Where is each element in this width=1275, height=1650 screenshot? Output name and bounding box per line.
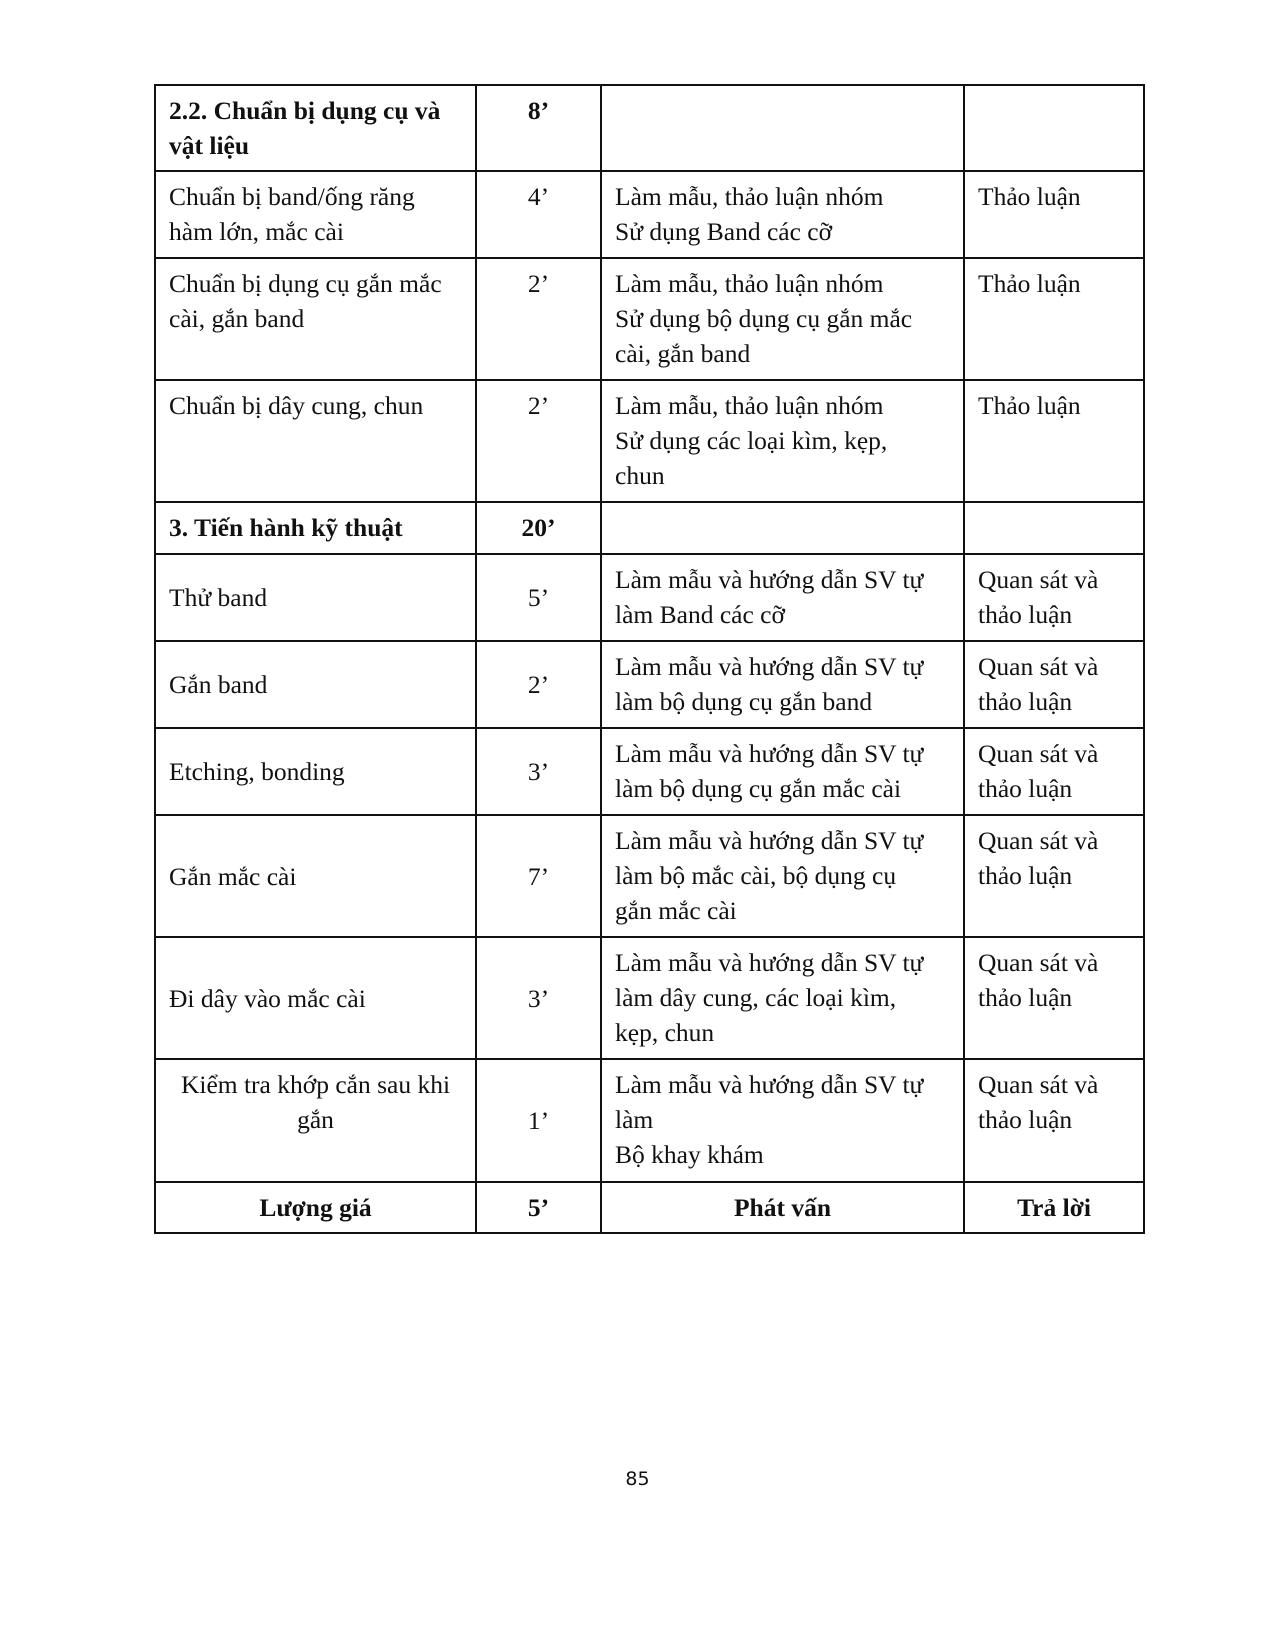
cell-time: 20’ [476, 502, 601, 554]
table-row-step [155, 641, 1144, 728]
cell-method: Làm mẫu và hướng dẫn SV tự làm Band các cỡ [601, 554, 964, 641]
cell-time: 1’ [476, 1059, 601, 1182]
cell-task: Etching, bonding [155, 728, 476, 815]
cell-task: Gắn mắc cài [155, 815, 476, 937]
cell-student-activity: Thảo luận [964, 171, 1144, 258]
cell-method: Làm mẫu, thảo luận nhóm Sử dụng Band các cỡ [601, 171, 964, 258]
table-row-step [155, 554, 1144, 641]
table-row-step [155, 937, 1144, 1059]
cell-task: Chuẩn bị band/ống răng hàm lớn, mắc cài [155, 171, 476, 258]
table-row-section [155, 85, 1144, 171]
cell-task: 2.2. Chuẩn bị dụng cụ và vật liệu [155, 85, 476, 171]
cell-student-activity: Thảo luận [964, 380, 1144, 502]
cell-time: 8’ [476, 85, 601, 171]
cell-time: 7’ [476, 815, 601, 937]
cell-method: Làm mẫu và hướng dẫn SV tự làm Bộ khay khám [601, 1059, 964, 1182]
cell-method: Làm mẫu, thảo luận nhóm Sử dụng các loại kìm, kẹp, chun [601, 380, 964, 502]
cell-time: 3’ [476, 728, 601, 815]
cell-task: Chuẩn bị dây cung, chun [155, 380, 476, 502]
cell-task: Thử band [155, 554, 476, 641]
table-row-step [155, 1059, 1144, 1182]
table-row-step [155, 815, 1144, 937]
cell-method: Phát vấn [601, 1182, 964, 1233]
cell-student-activity: Quan sát và thảo luận [964, 937, 1144, 1059]
lesson-plan-table [154, 84, 1145, 1234]
table-row-item [155, 171, 1144, 258]
cell-method: Làm mẫu và hướng dẫn SV tự làm bộ dụng cụ gắn band [601, 641, 964, 728]
cell-student-activity: Quan sát và thảo luận [964, 815, 1144, 937]
cell-method: Làm mẫu và hướng dẫn SV tự làm dây cung, các loại kìm, kẹp, chun [601, 937, 964, 1059]
cell-time: 4’ [476, 171, 601, 258]
table-row-footer [155, 1182, 1144, 1233]
cell-student-activity: Quan sát và thảo luận [964, 728, 1144, 815]
cell-student-activity: Thảo luận [964, 258, 1144, 380]
cell-student-activity: Quan sát và thảo luận [964, 554, 1144, 641]
cell-method [601, 85, 964, 171]
cell-method: Làm mẫu và hướng dẫn SV tự làm bộ dụng cụ gắn mắc cài [601, 728, 964, 815]
cell-task: 3. Tiến hành kỹ thuật [155, 502, 476, 554]
cell-time: 2’ [476, 641, 601, 728]
cell-task: Kiểm tra khớp cắn sau khi gắn [155, 1059, 476, 1182]
table-row-item [155, 258, 1144, 380]
cell-method: Làm mẫu, thảo luận nhóm Sử dụng bộ dụng cụ gắn mắc cài, gắn band [601, 258, 964, 380]
cell-time: 5’ [476, 1182, 601, 1233]
cell-student-activity: Trả lời [964, 1182, 1144, 1233]
page-number: 85 [625, 1468, 650, 1490]
cell-method [601, 502, 964, 554]
cell-student-activity [964, 502, 1144, 554]
table-row-step [155, 728, 1144, 815]
cell-task: Đi dây vào mắc cài [155, 937, 476, 1059]
cell-task: Gắn band [155, 641, 476, 728]
cell-student-activity: Quan sát và thảo luận [964, 1059, 1144, 1182]
cell-time: 2’ [476, 380, 601, 502]
cell-student-activity [964, 85, 1144, 171]
table-row-section [155, 502, 1144, 554]
cell-time: 5’ [476, 554, 601, 641]
table-row-item [155, 380, 1144, 502]
cell-method: Làm mẫu và hướng dẫn SV tự làm bộ mắc cài, bộ dụng cụ gắn mắc cài [601, 815, 964, 937]
cell-time: 2’ [476, 258, 601, 380]
cell-task: Lượng giá [155, 1182, 476, 1233]
cell-task: Chuẩn bị dụng cụ gắn mắc cài, gắn band [155, 258, 476, 380]
cell-student-activity: Quan sát và thảo luận [964, 641, 1144, 728]
cell-time: 3’ [476, 937, 601, 1059]
